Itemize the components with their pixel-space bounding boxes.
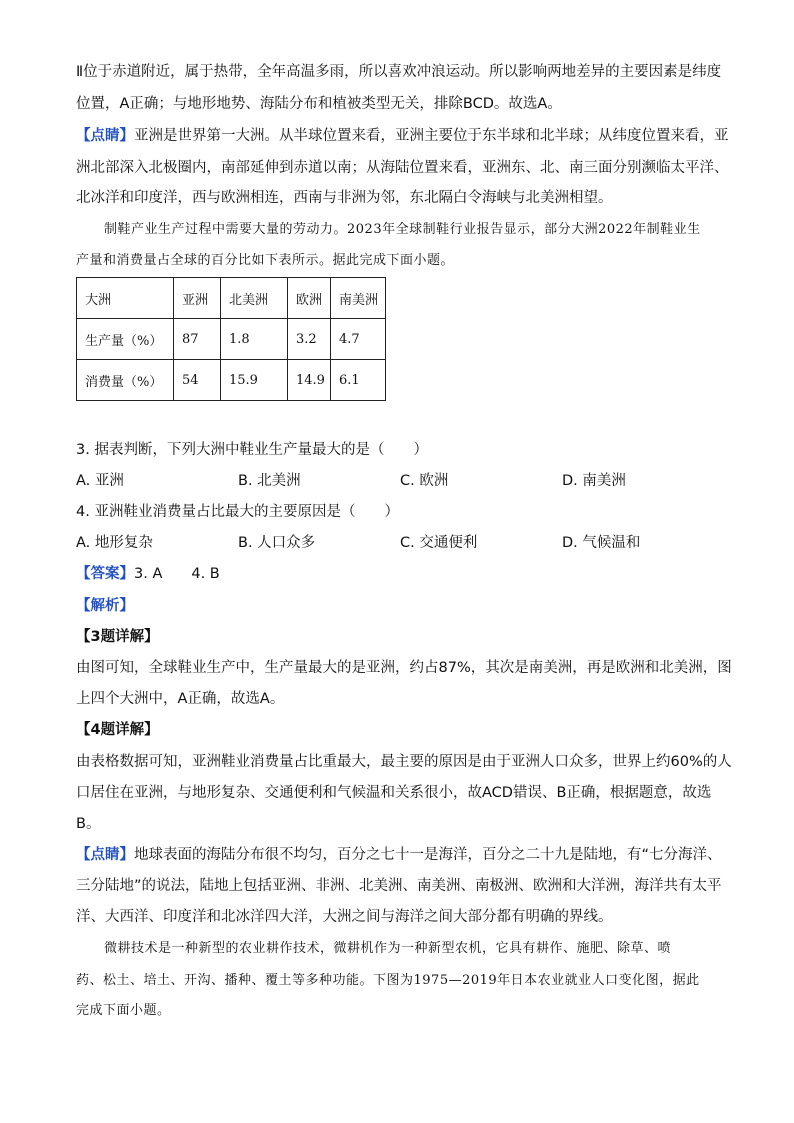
answer-text: 3. A 4. B (134, 566, 220, 582)
dianjing-2-line-2: 三分陆地”的说法，陆地上包括亚洲、非洲、北美洲、南美洲、南极洲、欧洲和大洋洲，海洋共有太平 (76, 878, 722, 894)
dianjing-2-line-3: 洋、大西洋、印度洋和北冰洋四大洋，大洲之间与海洋之间大部分都有明确的界线。 (76, 909, 613, 925)
answer-line (76, 564, 220, 584)
table-cell: 1.8 (221, 319, 288, 360)
table-header-cell: 南美洲 (331, 278, 386, 319)
dianjing-line-2: 洲北部深入北极圈内，南部延伸到赤道以南；从海陆位置来看，亚洲东、北、南三面分别濒临太平洋、 (76, 160, 729, 176)
table-cell: 消费量（%） (77, 360, 174, 401)
detail-3-tag: 【3题详解】 (76, 629, 159, 645)
material-2-line-2: 药、松土、培土、开沟、播种、覆土等多种功能。下图为1975—2019年日本农业就业人口变化图，据此 (76, 973, 700, 988)
table-cell: 生产量（%） (77, 319, 174, 360)
table-header-cell: 欧洲 (288, 278, 331, 319)
table-cell: 4.7 (331, 319, 386, 360)
table-header-cell: 北美洲 (221, 278, 288, 319)
dianjing-tag: 【点睛】 (76, 128, 134, 144)
answer-tag: 【答案】 (76, 566, 134, 582)
table-cell: 15.9 (221, 360, 288, 401)
table-row (77, 319, 386, 360)
q3-option-b: B. 北美洲 (238, 473, 301, 489)
q3-option-a: A. 亚洲 (76, 473, 124, 489)
material-line-2: 产量和消费量占全球的百分比如下表所示。据此完成下面小题。 (76, 253, 455, 268)
table-cell: 54 (174, 360, 221, 401)
q4-option-a: A. 地形复杂 (76, 535, 153, 551)
q4-option-b: B. 人口众多 (238, 535, 316, 551)
question-4-stem: 4. 亚洲鞋业消费量占比最大的主要原因是（ ） (76, 504, 399, 520)
detail-3-line-2: 上四个大洲中，A正确，故选A。 (76, 691, 285, 707)
shoe-industry-table (76, 277, 386, 401)
table-header-cell: 亚洲 (174, 278, 221, 319)
dianjing-tag: 【点睛】 (76, 847, 134, 863)
table-cell: 87 (174, 319, 221, 360)
table-header-row (77, 278, 386, 319)
dianjing-text: 地球表面的海陆分布很不均匀，百分之七十一是海洋，百分之二十九是陆地，有“七分海洋、 (134, 847, 722, 863)
detail-4-tag: 【4题详解】 (76, 722, 159, 738)
q4-option-c: C. 交通便利 (400, 535, 478, 551)
q4-option-d: D. 气候温和 (562, 535, 641, 551)
analysis-tag: 【解析】 (76, 598, 134, 614)
intro-line-2: 位置，A正确；与地形地势、海陆分布和植被类型无关，排除BCD。故选A。 (76, 96, 562, 112)
table-row (77, 360, 386, 401)
detail-4-line-3: B。 (76, 816, 101, 832)
detail-3-line-1: 由图可知，全球鞋业生产中，生产量最大的是亚洲，约占87%，其次是南美洲，再是欧洲和北美洲，图 (76, 660, 732, 676)
intro-line-1: Ⅱ位于赤道附近，属于热带，全年高温多雨，所以喜欢冲浪运动。所以影响两地差异的主要因素是纬度 (76, 64, 722, 80)
dianjing-paragraph-2 (76, 845, 722, 865)
detail-4-line-2: 口居住在亚洲，与地形复杂、交通便利和气候温和关系很小，故ACD错误、B正确，根据题意，故选 (76, 785, 712, 801)
dianjing-paragraph-1 (76, 126, 729, 146)
q3-option-c: C. 欧洲 (400, 473, 449, 489)
table-cell: 6.1 (331, 360, 386, 401)
q3-option-d: D. 南美洲 (562, 473, 626, 489)
material-2-line-1: 微耕技术是一种新型的农业耕作技术，微耕机作为一种新型农机，它具有耕作、施肥、除草、喷 (104, 941, 672, 956)
table-header-cell: 大洲 (77, 278, 174, 319)
question-3-stem: 3. 据表判断，下列大洲中鞋业生产量最大的是（ ） (76, 442, 428, 458)
material-line-1: 制鞋产业生产过程中需要大量的劳动力。2023年全球制鞋行业报告显示，部分大洲2022年制鞋业生 (104, 222, 701, 237)
material-2-line-3: 完成下面小题。 (76, 1003, 171, 1018)
table-cell: 14.9 (288, 360, 331, 401)
dianjing-line-3: 北冰洋和印度洋，西与欧洲相连，西南与非洲为邻，东北隔白令海峡与北美洲相望。 (76, 190, 613, 206)
dianjing-text: 亚洲是世界第一大洲。从半球位置来看，亚洲主要位于东半球和北半球；从纬度位置来看，亚 (134, 128, 729, 144)
detail-4-line-1: 由表格数据可知，亚洲鞋业消费量占比重最大，最主要的原因是由于亚洲人口众多，世界上约60%的人 (76, 754, 732, 770)
table-cell: 3.2 (288, 319, 331, 360)
